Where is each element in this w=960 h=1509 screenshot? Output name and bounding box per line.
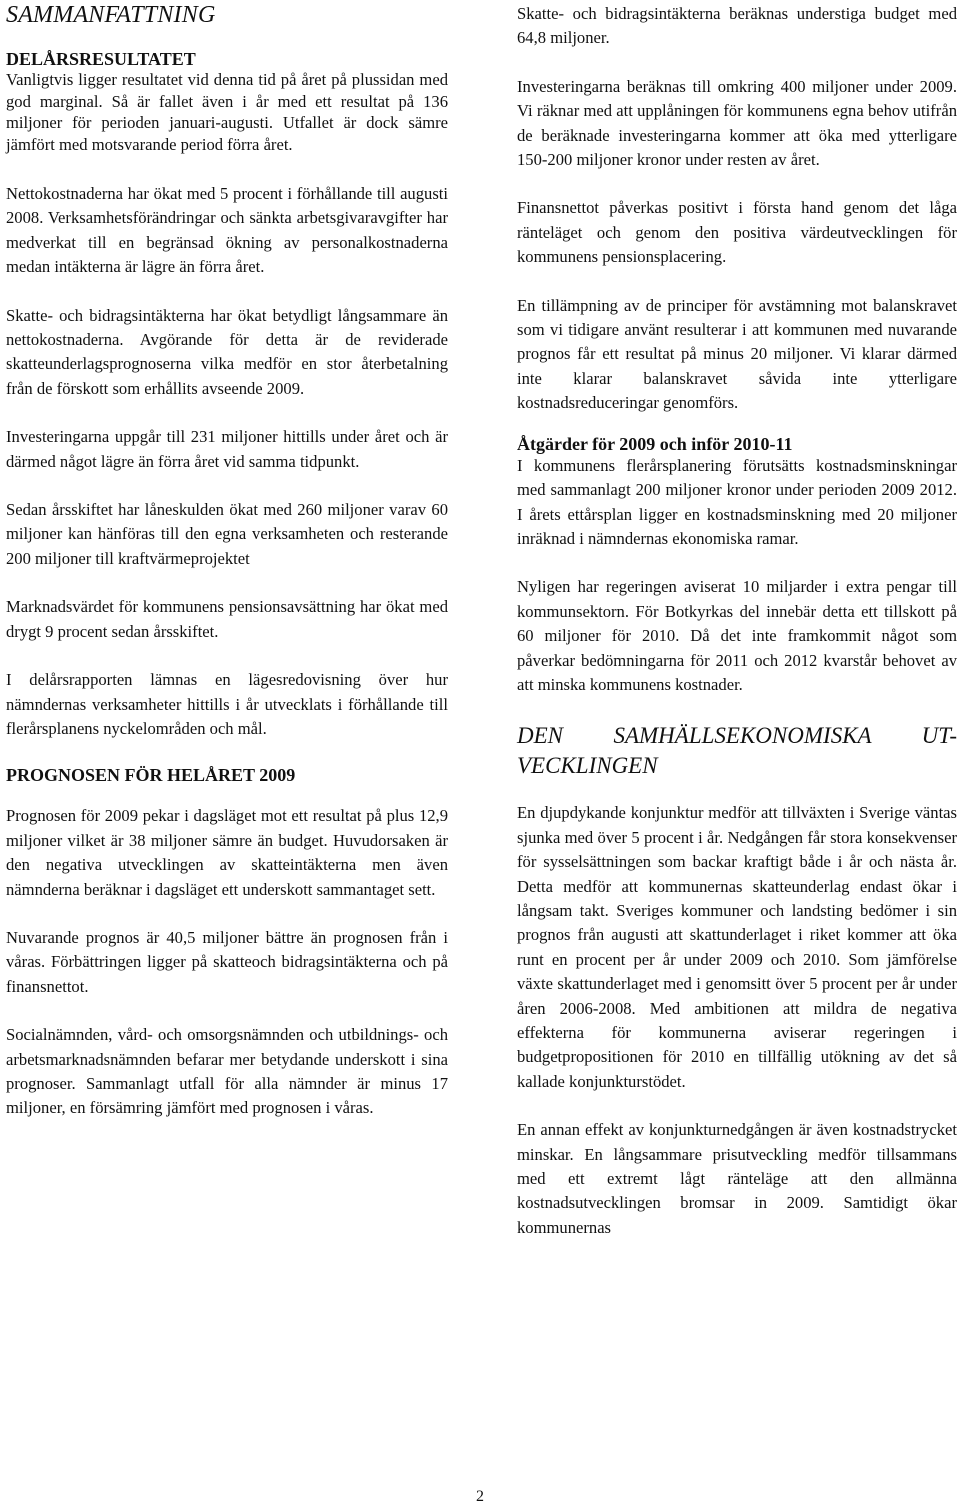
heading-samhallsekonomiska-line1: DEN SAMHÄLLSEKONOMISKA UT- [517, 723, 957, 749]
heading-samhallsekonomiska [517, 721, 957, 781]
paragraph-laneskuld: Sedan årsskiftet har låneskulden ökat med 260 miljoner varav 60 miljoner kan hänföras till den egna verksamheten och resterande 200 miljoner till kraftvärmeprojektet [6, 500, 448, 568]
right-column [517, 0, 957, 1240]
left-column [6, 0, 448, 1121]
paragraph-prognos-jamforelse: Nuvarande prognos är 40,5 miljoner bättre än prognosen från i våras. Förbättringen ligger på skatteoch bidragsintäkterna och på finansnettot. [6, 927, 448, 996]
paragraph-prognos-resultat: Prognosen för 2009 pekar i dagsläget mot ett resultat på plus 12,9 miljoner vilket är 38 miljoner sämre än budget. Huvudorsaken är den negativa utvecklingen av skatteintäkterna men även nämnderna beräknar i dagsläget ett underskott sammantaget sett. [6, 806, 448, 899]
heading-delarsresultatet: DELÅRSRESULTATET [6, 49, 196, 69]
paragraph-konjunktur: En djupdykande konjunktur medför att tillväxten i Sverige väntas sjunka med över 5 procent i år. Nedgången får stora konsekvenser för sysselsättningen som backar kraftigt både i år och nästa år. Detta medför att kommunernas skatteunderlag endast ökar i långsam takt. Sveriges kommuner och landsting bedömer i sin prognos från augusti att skattunderlaget i riket kommer att öka runt en procent per år under 2009 och 2010. Som jämförelse växte skattunderlaget med i genomsitt över 5 procent per år under åren 2006-2008. Med ambitionen att mildra de negativa effekterna för kommunerna aviserar regeringen i budgetpropositionen för 2010 en tillfällig utökning av det så kallade konjunkturstödet. [517, 803, 957, 1091]
heading-prognosen: PROGNOSEN FÖR HELÅRET 2009 [6, 765, 296, 786]
paragraph-namnder-underskott: Socialnämnden, vård- och omsorgsnämnden och utbildnings- och arbetsmarknadsnämnden befarar mer betydande underskott i sina prognoser. Sammanlagt utfall för alla nämnder är minus 17 miljoner, en försämring jämfört med prognosen i våras. [6, 1025, 448, 1118]
paragraph-balanskrav: En tillämpning av de principer för avstämning mot balanskravet som vi tidigare använt resulterar i att kommunen med nuvarande prognos får ett resultat på minus 20 miljoner. Vi klarar därmed inte klarar balanskravet såvida inte ytterligare kostnadsreduceringar genomförs. [517, 295, 957, 413]
paragraph-investeringar-prognos: Investeringarna beräknas till omkring 400 miljoner under 2009. Vi räknar med att upplåningen för kommunens egna behov utifrån de beräknade investeringarna kommer att öka med ytterligare 150-200 miljoner kronor under resten av året. [517, 76, 957, 170]
heading-atgarder: Åtgärder för 2009 och inför 2010-11 [517, 433, 793, 454]
paragraph-skatteintakter: Skatte- och bidragsintäkterna har ökat betydligt långsammare än nettokostnaderna. Avgörande för detta är de reviderade skatteunderlagsprognoserna vilka medför en stor återbetalning från de förskott som erhållits avseende 2009. [6, 305, 448, 398]
paragraph-regeringen-tillskott: Nyligen har regeringen aviserat 10 miljarder i extra pengar till kommunsektorn. För Botkyrkas del innebär detta ett tillskott på 60 miljoner för 2010. Då det inte framkommit något som påverkar bedömningarna för 2011 och 2012 kvarstår behovet av att minska kommunens kostnader. [517, 577, 957, 694]
paragraph-finansnetto: Finansnettot påverkas positivt i första hand genom det låga ränteläget och genom den positiva värdeutvecklingen för kommunens pensionsplacering. [517, 198, 957, 267]
paragraph-delarsresultat: Vanligtvis ligger resultatet vid denna tid på året på plussidan med god marginal. Så är fallet även i år med ett resultat på 136 miljoner för perioden januari-augusti. Utfallet är dock sämre jämfört med motsvarande period förra året. [6, 70, 448, 154]
heading-samhallsekonomiska-line2: VECKLINGEN [517, 753, 658, 779]
paragraph-investeringar: Investeringarna uppgår till 231 miljoner hittills under året och är därmed något lägre än förra året vid samma tidpunkt. [6, 427, 448, 471]
page-title: SAMMANFATTNING [6, 2, 216, 28]
paragraph-flerarsplanering: I kommunens flerårsplanering förutsätts kostnadsminskningar med sammanlagt 200 miljoner kronor under perioden 2009 2012. I årets ettårsplan ligger en kostnadsminskning med 20 miljoner inräknad i nämndernas ekonomiska ramar. [517, 455, 957, 548]
paragraph-nettokostnader: Nettokostnaderna har ökat med 5 procent i förhållande till augusti 2008. Verksamhetsförändringar och sänkta arbetsgivaravgifter har medverkat till en begränsad ökning av personalkostnaderna medan intäkterna är lägre än förra året. [6, 184, 448, 277]
paragraph-skatte-budget: Skatte- och bidragsintäkterna beräknas understiga budget med 64,8 miljoner. [517, 4, 957, 48]
page-number: 2 [476, 1488, 484, 1505]
paragraph-lagesredovisning: I delårsrapporten lämnas en lägesredovisning över hur nämndernas verksamheter hittills i år utvecklats i förhållande till flerårsplanens nyckelområden och mål. [6, 670, 448, 738]
paragraph-pensionsavsattning: Marknadsvärdet för kommunens pensionsavsättning har ökat med drygt 9 procent sedan årsskiftet. [6, 597, 448, 641]
paragraph-kostnadstryck: En annan effekt av konjunkturnedgången är även kostnadstrycket minskar. En långsammare prisutveckling medför tillsammans med ett extremt lågt ränteläge att den allmänna kostnadsutvecklingen bromsar in 2009. Samtidigt ökar kommunernas [517, 1120, 957, 1237]
